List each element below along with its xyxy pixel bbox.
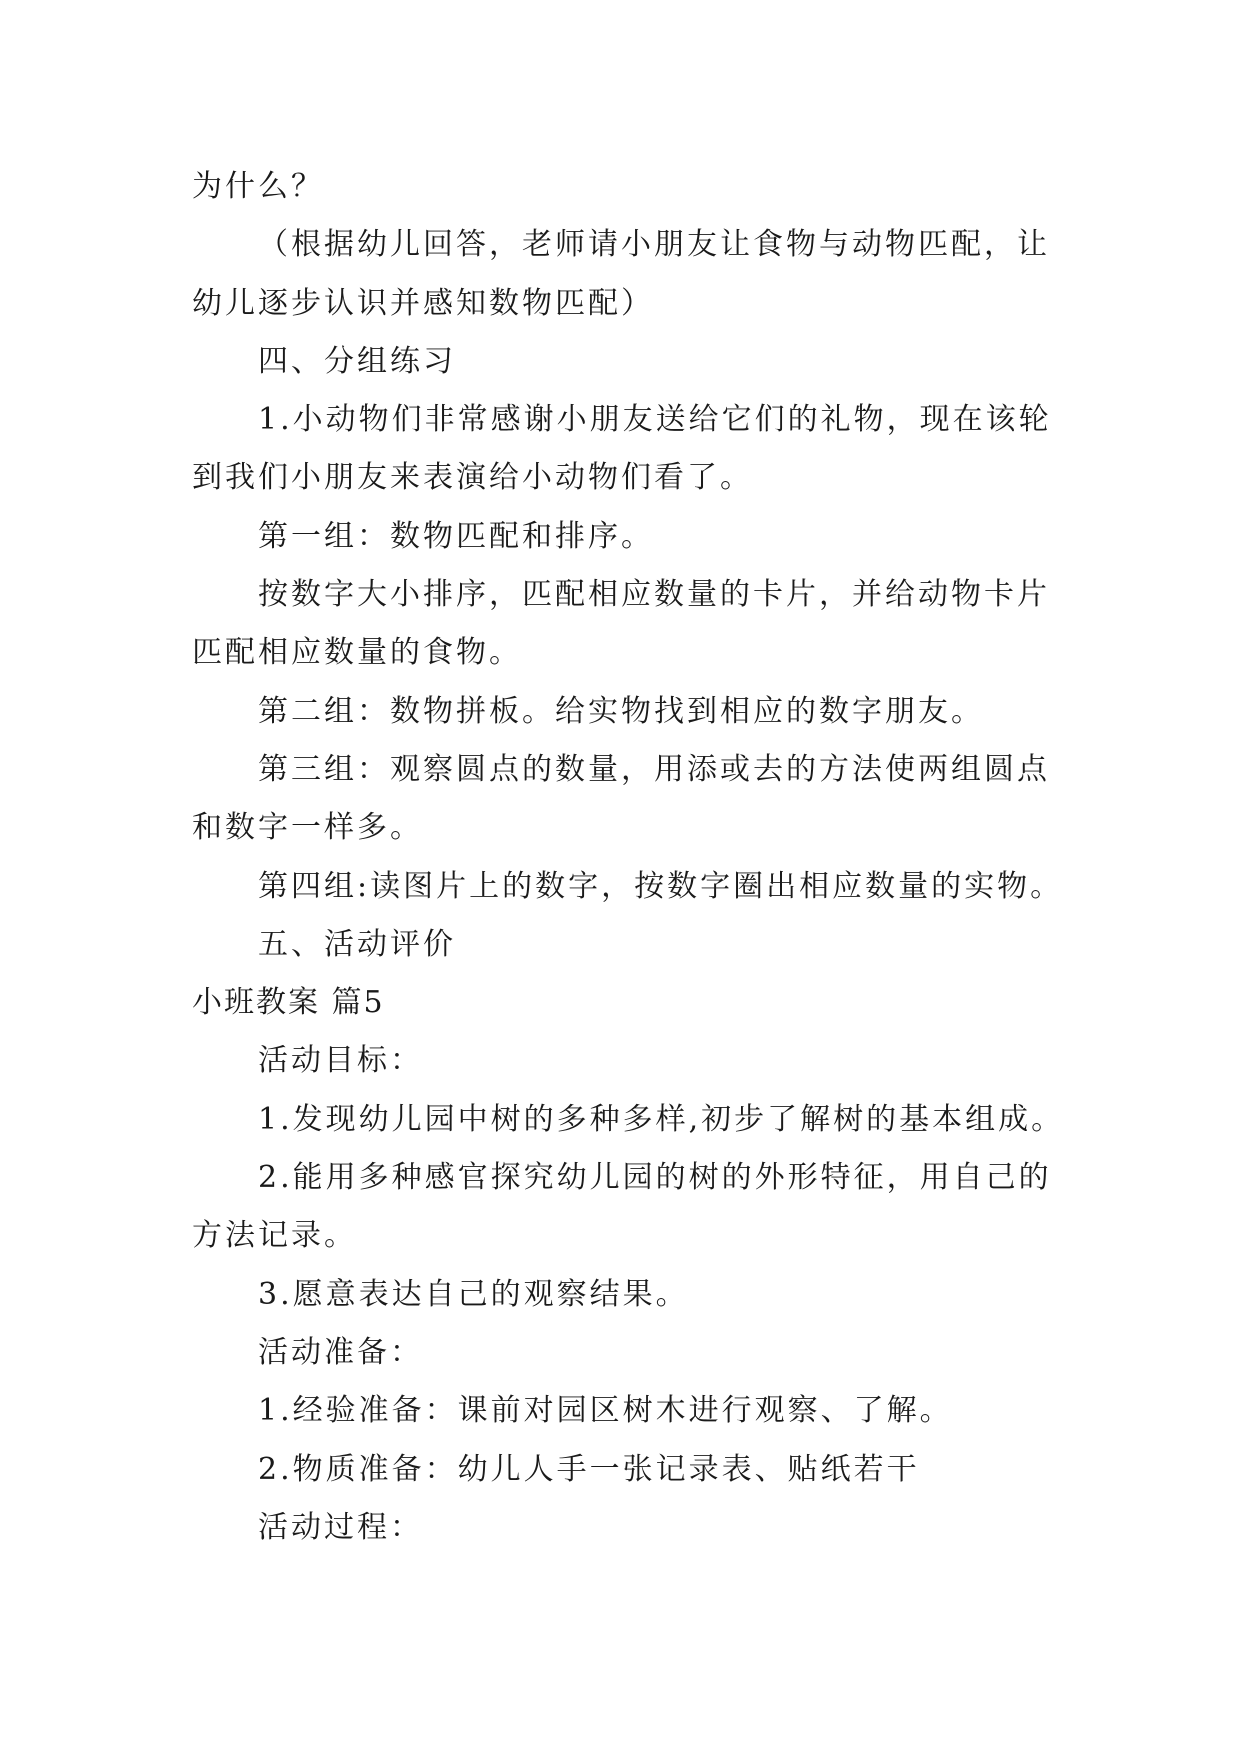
section-heading: 活动过程： bbox=[258, 1509, 423, 1545]
paragraph-line: 第三组：观察圆点的数量，用添或去的方法使两组圆点 bbox=[258, 751, 1050, 787]
paragraph-line: 第四组:读图片上的数字，按数字圈出相应数量的实物。 bbox=[258, 868, 1064, 904]
paragraph-line: 2.能用多种感官探究幼儿园的树的外形特征，用自己的 bbox=[258, 1160, 1052, 1196]
section-heading: 五、活动评价 bbox=[258, 926, 456, 962]
section-heading: 活动准备： bbox=[258, 1334, 423, 1370]
section-heading: 四、分组练习 bbox=[258, 343, 456, 379]
paragraph-line: 1.发现幼儿园中树的多种多样,初步了解树的基本组成。 bbox=[258, 1101, 1065, 1137]
section-heading: 活动目标： bbox=[258, 1043, 423, 1079]
paragraph-line: 按数字大小排序，匹配相应数量的卡片，并给动物卡片 bbox=[258, 577, 1050, 613]
paragraph-line: （根据幼儿回答，老师请小朋友让食物与动物匹配，让 bbox=[258, 227, 1050, 263]
paragraph-line: 2.物质准备：幼儿人手一张记录表、贴纸若干 bbox=[258, 1451, 920, 1487]
paragraph-line: 1.经验准备：课前对园区树木进行观察、了解。 bbox=[258, 1393, 953, 1429]
paragraph-line: 到我们小朋友来表演给小动物们看了。 bbox=[192, 460, 753, 496]
paragraph-line: 方法记录。 bbox=[192, 1218, 357, 1254]
lesson-title: 小班教案 篇5 bbox=[192, 985, 385, 1021]
paragraph-line: 匹配相应数量的食物。 bbox=[192, 635, 522, 671]
paragraph-line: 3.愿意表达自己的观察结果。 bbox=[258, 1276, 689, 1312]
paragraph-line: 第一组：数物匹配和排序。 bbox=[258, 518, 654, 554]
paragraph-line: 第二组：数物拼板。给实物找到相应的数字朋友。 bbox=[258, 693, 984, 729]
document-body bbox=[192, 158, 1072, 1557]
paragraph-line: 为什么？ bbox=[192, 169, 324, 204]
paragraph-line: 和数字一样多。 bbox=[192, 810, 423, 846]
paragraph-line: 1.小动物们非常感谢小朋友送给它们的礼物，现在该轮 bbox=[258, 402, 1052, 438]
paragraph-line: 幼儿逐步认识并感知数物匹配） bbox=[192, 285, 654, 321]
